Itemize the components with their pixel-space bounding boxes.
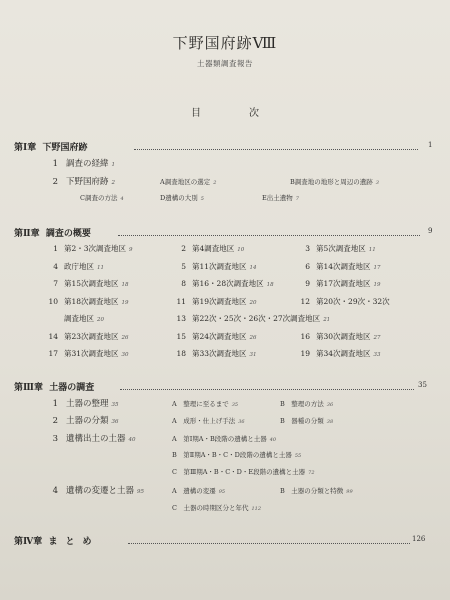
toc-item: 4 遺構の変遷と土器 95	[52, 486, 145, 496]
item-page: 30	[121, 352, 129, 358]
survey-area-item	[172, 243, 244, 254]
item-page: 27	[373, 334, 381, 341]
chapter-3-number: 第Ⅲ章	[14, 383, 43, 393]
chapter-2-title: 調査の概要	[45, 229, 91, 239]
item-page: 2	[111, 180, 116, 186]
item-number: 13	[176, 314, 186, 323]
item-page: 10	[237, 247, 245, 253]
item-number: 14	[48, 331, 58, 341]
item-title: 第19次調査地区	[192, 296, 247, 306]
toc-item: 2 土器の分類 36	[52, 416, 119, 426]
item-title: 第18次調査地区	[64, 296, 119, 306]
item-number: 9	[305, 279, 310, 288]
survey-area-item	[172, 331, 257, 342]
sub-item: B 整理の方法 36	[280, 400, 334, 408]
item-title: 第17次調査地区	[316, 279, 371, 288]
chapter-3-heading	[14, 380, 94, 393]
item-number: 3	[305, 244, 310, 253]
sub-item: A 整理に至るまで 35	[172, 400, 239, 408]
item-title: 政庁地区	[64, 261, 94, 271]
item-number: 6	[305, 261, 310, 271]
item-page: 17	[373, 264, 381, 271]
chapter-1-number: 第Ⅰ章	[14, 143, 37, 153]
item-number: 5	[181, 261, 186, 271]
item-number: 4	[53, 261, 58, 271]
item-number: 7	[53, 279, 58, 288]
survey-area-item	[172, 348, 257, 359]
survey-area-item	[44, 331, 129, 342]
chapter-4-title: まとめ	[48, 537, 100, 547]
survey-area-item	[172, 278, 274, 289]
chapter-1-page: 1	[428, 141, 433, 149]
chapter-2-number: 第Ⅱ章	[14, 229, 40, 239]
item-page: 11	[368, 247, 376, 253]
sub-item: B調査地の地形と周辺の遺跡 3	[290, 178, 379, 186]
item-number: 15	[176, 331, 186, 341]
item-number: 8	[181, 279, 186, 288]
chapter-3-title: 土器の調査	[49, 383, 95, 393]
survey-area-item	[172, 261, 257, 272]
item-number: 16	[300, 331, 310, 341]
book-subtitle: 土器類調査報告	[197, 59, 253, 68]
item-number: 11	[176, 296, 186, 306]
survey-area-item	[44, 261, 104, 272]
toc-item: 3 遺構出土の土器 40	[52, 434, 136, 444]
sub-item: A 遺構の変遷 95	[172, 487, 226, 495]
sub-item: D遺構の大別 5	[160, 194, 204, 202]
survey-area-item	[296, 243, 376, 254]
item-page: 20	[249, 299, 257, 306]
item-page: 26	[249, 334, 257, 341]
item-number: 2	[52, 177, 58, 187]
item-number: 1	[52, 159, 58, 169]
chapter-1-heading	[14, 140, 88, 153]
item-title: 第16・28次調査地区	[192, 279, 264, 288]
chapter-2-heading	[14, 226, 91, 239]
item-title: 第34次調査地区	[316, 349, 371, 358]
toc-item: 1 土器の整理 35	[52, 399, 119, 409]
toc-heading: 目次	[191, 108, 307, 119]
item-page: 19	[373, 282, 381, 288]
item-title: 第11次調査地区	[192, 261, 247, 271]
survey-area-item	[296, 348, 381, 359]
item-page: 9	[129, 247, 133, 253]
toc-item	[44, 157, 115, 169]
item-number: 18	[176, 349, 186, 358]
item-title: 第2・3次調査地区	[64, 244, 127, 253]
item-title: 第22次・25次・26次・27次調査地区	[192, 314, 321, 323]
survey-area-item	[44, 243, 133, 254]
item-page: 20	[97, 317, 104, 323]
chapter-3-leader	[120, 389, 414, 390]
item-page: 14	[249, 264, 257, 271]
sub-item: C調査の方法 4	[80, 194, 124, 202]
item-page: 11	[97, 264, 104, 271]
survey-area-item	[296, 331, 381, 342]
item-page: 18	[266, 282, 274, 288]
item-number: 12	[300, 296, 310, 306]
item-title: 第33次調査地区	[192, 349, 247, 358]
chapter-1-leader	[134, 149, 418, 150]
item-title: 第30次調査地区	[316, 331, 371, 341]
book-title: 下野国府跡Ⅷ	[172, 34, 278, 52]
sub-item: E出土遺物 7	[262, 194, 299, 202]
survey-area-item	[44, 296, 129, 307]
survey-area-item	[172, 296, 257, 307]
item-title: 第24次調査地区	[192, 331, 247, 341]
toc-item	[44, 175, 115, 187]
sub-item: B 器種の分類 38	[280, 417, 334, 425]
item-title: 下野国府跡	[66, 177, 109, 187]
item-number: 10	[48, 296, 58, 306]
item-title: 第20次・29次・32次	[316, 296, 390, 306]
sub-item: A調査地区の選定 2	[160, 178, 217, 186]
survey-area-item	[296, 278, 381, 289]
item-title: 第31次調査地区	[64, 349, 119, 358]
item-page: 33	[373, 352, 381, 358]
chapter-4-heading	[14, 534, 100, 547]
chapter-2-leader	[118, 235, 420, 236]
chapter-4-number: 第Ⅳ章	[14, 537, 43, 547]
item-title: 調査の経緯	[66, 159, 109, 169]
item-number: 2	[181, 244, 186, 253]
item-title: 第15次調査地区	[64, 279, 119, 288]
sub-item: B 第Ⅱ期A・B・C・D段階の遺構と土器 55	[172, 451, 302, 459]
sub-item: C 第Ⅲ期A・B・C・D・E段階の遺構と土器 72	[172, 468, 315, 476]
item-title: 調査地区	[64, 314, 94, 323]
sub-item: C 土器の時期区分と年代 112	[172, 504, 262, 512]
survey-area-item	[44, 348, 129, 359]
item-page: 21	[323, 317, 331, 323]
chapter-1-title: 下野国府跡	[42, 143, 88, 153]
chapter-4-page: 126	[412, 535, 426, 543]
survey-area-item	[44, 313, 104, 324]
item-number: 17	[48, 349, 58, 358]
item-page: 18	[121, 282, 129, 288]
item-page: 31	[249, 352, 257, 358]
sub-item: A 第Ⅰ期A・B段階の遺構と土器 40	[172, 435, 277, 443]
item-page: 1	[111, 162, 116, 168]
item-title: 第4調査地区	[192, 244, 235, 253]
item-number: 1	[53, 244, 58, 253]
chapter-2-page: 9	[428, 227, 433, 235]
item-title: 第23次調査地区	[64, 331, 119, 341]
survey-area-item	[172, 313, 330, 324]
item-page: 26	[121, 334, 129, 341]
item-title: 第5次調査地区	[316, 244, 366, 253]
item-title: 第14次調査地区	[316, 261, 371, 271]
survey-area-item	[296, 296, 393, 307]
survey-area-item	[44, 278, 129, 289]
sub-item: B 土器の分類と特徴 99	[280, 487, 353, 495]
sub-item: A 成形・仕上げ手法 36	[172, 417, 245, 425]
item-number: 19	[300, 349, 310, 358]
chapter-4-leader	[128, 543, 410, 544]
item-page: 19	[121, 299, 129, 306]
survey-area-item	[296, 261, 381, 272]
chapter-3-page: 35	[418, 381, 427, 389]
